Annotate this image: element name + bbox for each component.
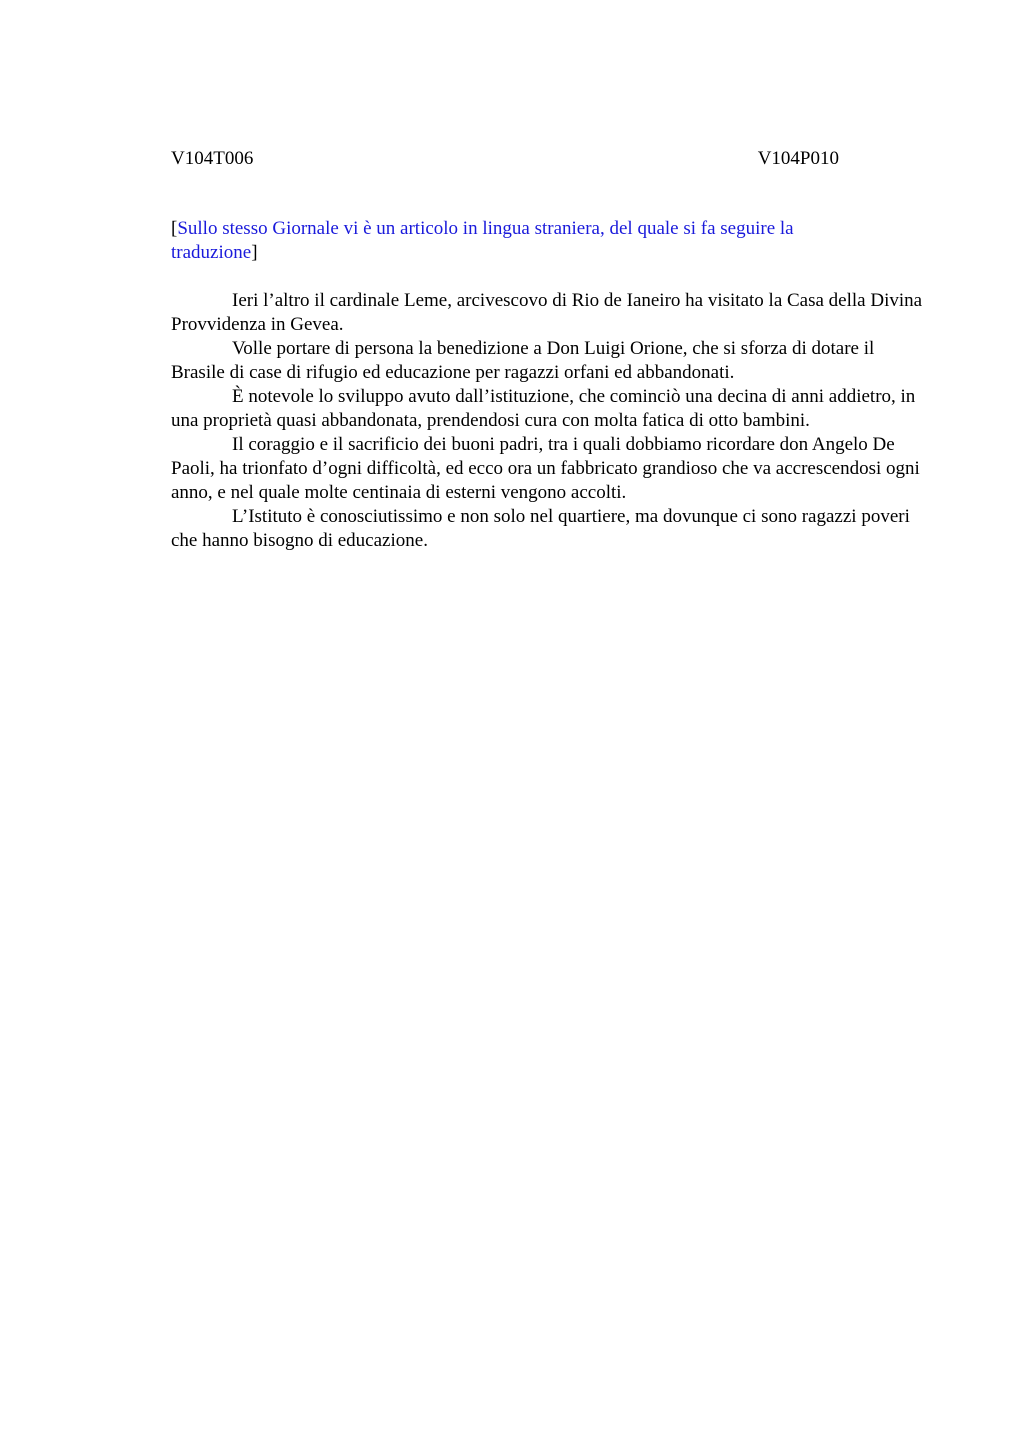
page-header <box>171 146 839 172</box>
editor-note <box>171 217 871 265</box>
editor-note-text: Sullo stesso Giornale vi è un articolo in lingua straniera, del quale si fa seguire la traduzione <box>171 218 794 263</box>
paragraph: Il coraggio e il sacrificio dei buoni padri, tra i quali dobbiamo ricordare don Angelo De Paoli, ha trionfato d’ogni difficoltà, ed ecco ora un fabbricato grandioso che va accrescendosi ogni anno, e nel quale molte centinaia di esterni vengono accolti. <box>171 434 920 503</box>
volume-page-code: V104P010 <box>757 148 839 169</box>
paragraph: L’Istituto è conosciutissimo e non solo nel quartiere, ma dovunque ci sono ragazzi poveri che hanno bisogno di educazione. <box>171 506 910 551</box>
paragraph: È notevole lo sviluppo avuto dall’istituzione, che cominciò una decina di anni addietro, in una proprietà quasi abbandonata, prendendosi cura con molta fatica di otto bambini. <box>171 386 916 431</box>
paragraph: Ieri l’altro il cardinale Leme, arcivescovo di Rio de Ianeiro ha visitato la Casa della Divina Provvidenza in Gevea. <box>171 290 923 335</box>
editor-note-close-bracket: ] <box>251 242 258 263</box>
paragraph: Volle portare di persona la benedizione a Don Luigi Orione, che si sforza di dotare il Brasile di case di rifugio ed educazione per ragazzi orfani ed abbandonati. <box>171 338 875 383</box>
article-body <box>171 289 931 553</box>
volume-text-code: V104T006 <box>171 148 254 169</box>
editor-note-open-bracket: [ <box>171 218 178 239</box>
